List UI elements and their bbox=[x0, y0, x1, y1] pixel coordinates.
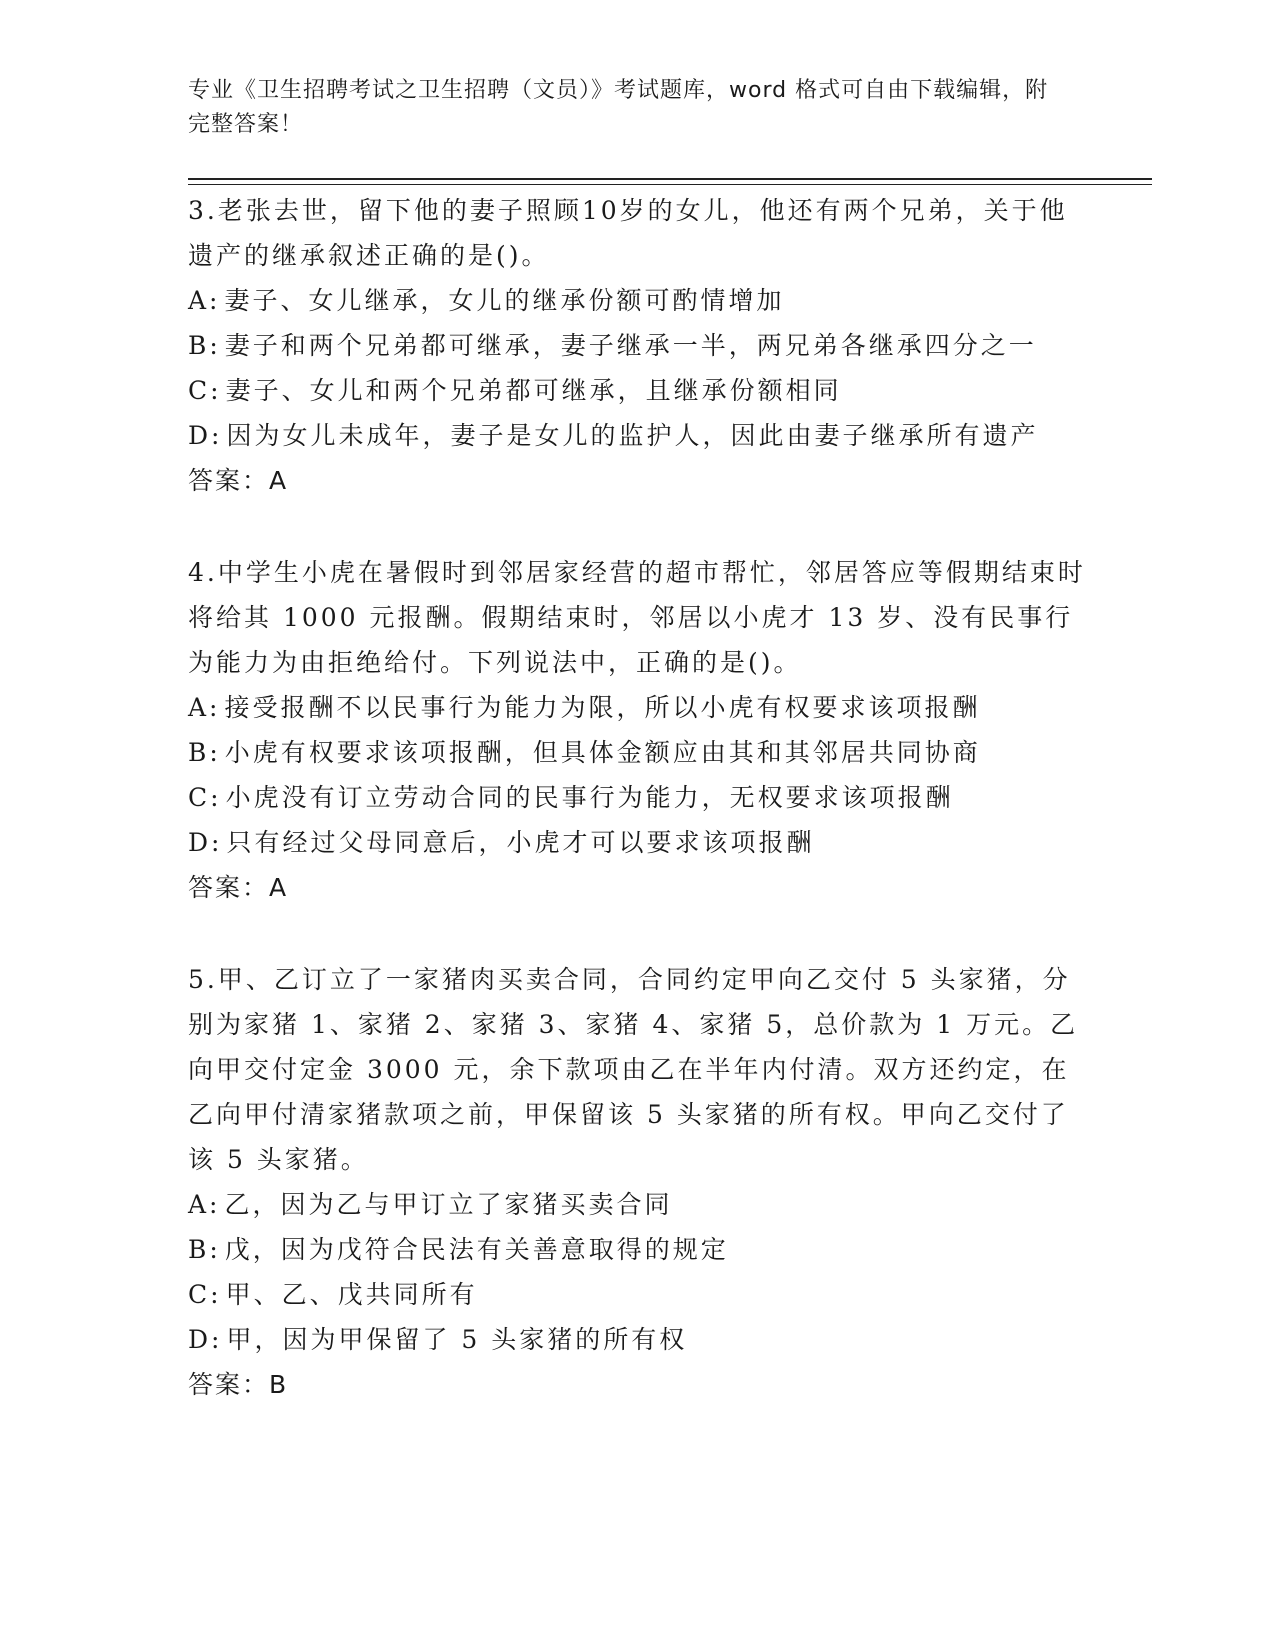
option-key: D: bbox=[188, 421, 223, 450]
question-stem: 3.老张去世，留下他的妻子照顾10岁的女儿，他还有两个兄弟，关于他遗产的继承叙述正确的是()。 bbox=[188, 196, 1068, 270]
option-key: B: bbox=[188, 738, 221, 767]
option-key: C: bbox=[188, 1280, 222, 1309]
question-5 bbox=[188, 957, 1088, 1407]
option-key: D: bbox=[188, 828, 223, 857]
header-divider bbox=[188, 178, 1152, 180]
option-text: 小虎有权要求该项报酬，但具体金额应由其和其邻居共同协商 bbox=[224, 738, 981, 767]
answer-line: 答案：B bbox=[188, 1370, 289, 1399]
option-d bbox=[188, 413, 1088, 458]
option-key: C: bbox=[188, 783, 222, 812]
question-3 bbox=[188, 188, 1088, 503]
answer-line: 答案：A bbox=[188, 873, 289, 902]
option-a bbox=[188, 1182, 1088, 1227]
option-text: 戊，因为戊符合民法有关善意取得的规定 bbox=[224, 1235, 729, 1264]
header-divider-thin bbox=[188, 184, 1152, 185]
option-key: B: bbox=[188, 331, 221, 360]
option-text: 小虎没有订立劳动合同的民事行为能力，无权要求该项报酬 bbox=[225, 783, 954, 812]
page-header: 专业《卫生招聘考试之卫生招聘（文员）》考试题库，word 格式可自由下载编辑，附完整答案！ bbox=[188, 78, 1049, 137]
option-text: 接受报酬不以民事行为能力为限，所以小虎有权要求该项报酬 bbox=[224, 693, 981, 722]
option-b bbox=[188, 323, 1088, 368]
option-key: B: bbox=[188, 1235, 221, 1264]
option-text: 甲、乙、戊共同所有 bbox=[225, 1280, 478, 1309]
option-c bbox=[188, 1272, 1088, 1317]
question-stem: 4.中学生小虎在暑假时到邻居家经营的超市帮忙，邻居答应等假期结束时将给其 1000 元报酬。假期结束时，邻居以小虎才 13 岁、没有民事行为能力为由拒绝给付。下列说法中，正确的是()。 bbox=[188, 558, 1086, 677]
option-text: 妻子、女儿继承，女儿的继承份额可酌情增加 bbox=[224, 286, 785, 315]
option-key: C: bbox=[188, 376, 222, 405]
option-c bbox=[188, 368, 1088, 413]
option-key: A: bbox=[188, 1190, 221, 1219]
question-list bbox=[188, 188, 1088, 1454]
option-d bbox=[188, 1317, 1088, 1362]
option-text: 因为女儿未成年，妻子是女儿的监护人，因此由妻子继承所有遗产 bbox=[226, 421, 1039, 450]
option-a bbox=[188, 278, 1088, 323]
option-text: 妻子和两个兄弟都可继承，妻子继承一半，两兄弟各继承四分之一 bbox=[224, 331, 1037, 360]
option-text: 乙，因为乙与甲订立了家猪买卖合同 bbox=[224, 1190, 673, 1219]
option-key: D: bbox=[188, 1325, 223, 1354]
option-a bbox=[188, 685, 1088, 730]
option-c bbox=[188, 775, 1088, 820]
option-b bbox=[188, 730, 1088, 775]
question-stem: 5.甲、乙订立了一家猪肉买卖合同，合同约定甲向乙交付 5 头家猪，分别为家猪 1、家猪 2、家猪 3、家猪 4、家猪 5，总价款为 1 万元。乙向甲交付定金 3000 元，余下款项由乙在半年内付清。双方还约定，在乙向甲付清家猪款项之前，甲保留该 5 头家猪的所有权。甲向乙交付了该 5 头家猪。 bbox=[188, 965, 1079, 1174]
option-text: 甲，因为甲保留了 5 头家猪的所有权 bbox=[226, 1325, 688, 1354]
question-4 bbox=[188, 550, 1088, 910]
option-key: A: bbox=[188, 693, 221, 722]
option-b bbox=[188, 1227, 1088, 1272]
option-key: A: bbox=[188, 286, 221, 315]
option-text: 妻子、女儿和两个兄弟都可继承，且继承份额相同 bbox=[225, 376, 842, 405]
option-text: 只有经过父母同意后，小虎才可以要求该项报酬 bbox=[226, 828, 815, 857]
option-d bbox=[188, 820, 1088, 865]
answer-line: 答案：A bbox=[188, 466, 289, 495]
